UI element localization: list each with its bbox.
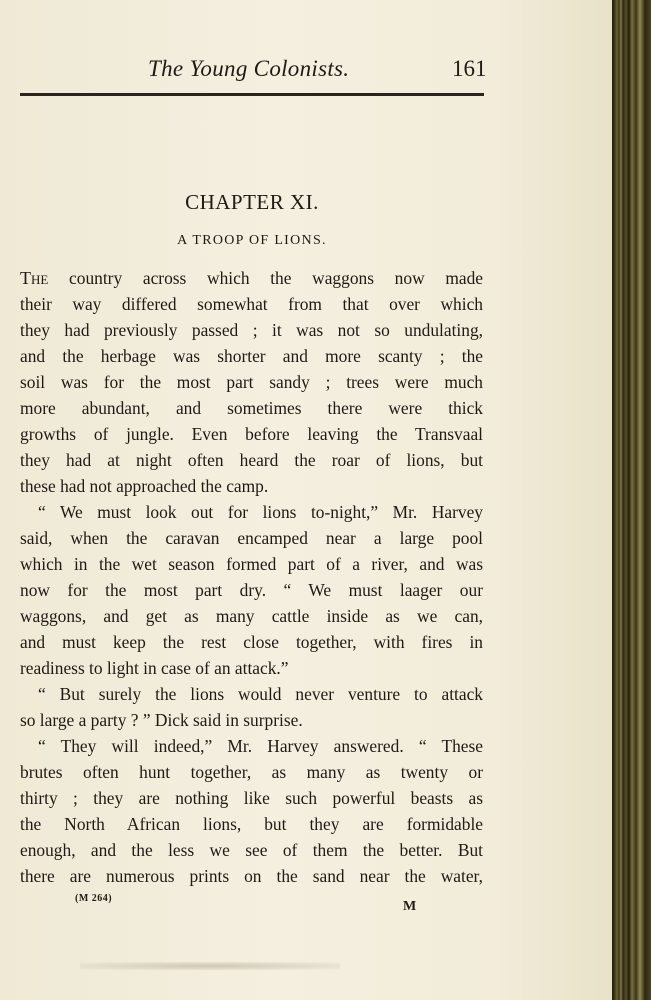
text-line: said, when the caravan encamped near a large pool xyxy=(20,528,483,548)
running-title: The Young Colonists. xyxy=(148,56,350,81)
text-line: The country across which the waggons now made xyxy=(20,268,483,288)
signature-mark: M xyxy=(403,899,417,914)
text-line: brutes often hunt together, as many as twenty or xyxy=(20,762,483,782)
text-line: so large a party ? ” Dick said in surprise. xyxy=(20,710,303,730)
text-line: thirty ; they are nothing like such powerful beasts as xyxy=(20,788,483,808)
text-line: they had at night often heard the roar of lions, but xyxy=(20,450,483,470)
text-line: enough, and the less we see of them the better. But xyxy=(20,840,483,860)
text-line: “ They will indeed,” Mr. Harvey answered. “ These xyxy=(38,736,483,756)
text-line: growths of jungle. Even before leaving the Transvaal xyxy=(20,424,483,444)
chapter-title: A TROOP OF LIONS. xyxy=(177,233,327,248)
text-line: they had previously passed ; it was not so undulating, xyxy=(20,320,483,340)
book-edge xyxy=(612,0,651,1000)
text-line: now for the most part dry. “ We must laager our xyxy=(20,580,483,600)
chapter-heading: CHAPTER XI. xyxy=(185,190,319,214)
page-stain xyxy=(80,962,340,970)
header-rule xyxy=(20,93,484,96)
text-line: their way differed somewhat from that over which xyxy=(20,294,483,314)
text-line: and must keep the rest close together, with fires in xyxy=(20,632,483,652)
text-line: these had not approached the camp. xyxy=(20,476,269,496)
text-line: and the herbage was shorter and more scanty ; the xyxy=(20,346,483,366)
text-line: “ But surely the lions would never venture to attack xyxy=(38,684,483,704)
body-text xyxy=(20,265,483,889)
drop-word: The xyxy=(20,268,49,288)
text-line: readiness to light in case of an attack.” xyxy=(20,658,289,678)
page-number: 161 xyxy=(452,56,487,81)
printer-signature: (M 264) xyxy=(75,893,113,904)
text-line: the North African lions, but they are formidable xyxy=(20,814,483,834)
text-line: there are numerous prints on the sand near the water, xyxy=(20,866,483,886)
text-line: soil was for the most part sandy ; trees were much xyxy=(20,372,483,392)
text-line: which in the wet season formed part of a river, and was xyxy=(20,554,483,574)
text-line: “ We must look out for lions to-night,” Mr. Harvey xyxy=(38,502,483,522)
running-head xyxy=(0,50,612,86)
text-line: more abundant, and sometimes there were thick xyxy=(20,398,483,418)
text-line: waggons, and get as many cattle inside as we can, xyxy=(20,606,483,626)
